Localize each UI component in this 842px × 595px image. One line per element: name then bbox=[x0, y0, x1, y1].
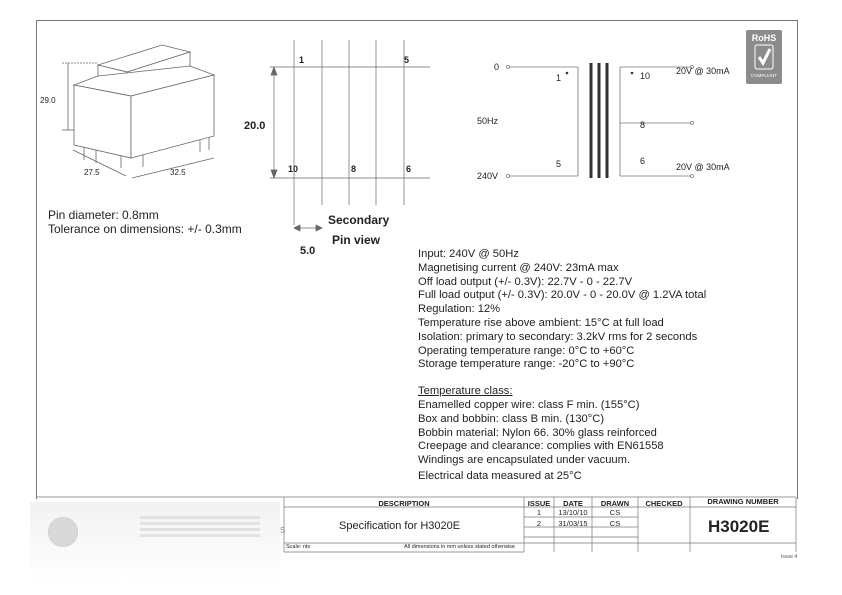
pin-view-label: Pin view bbox=[332, 233, 381, 247]
primary-frequency-label: 50Hz bbox=[477, 116, 499, 126]
issue-1-drawn: CS bbox=[609, 508, 621, 517]
pin-view-pitch-dim: 5.0 bbox=[300, 245, 316, 257]
pin-view-vertical-dim: 20.0 bbox=[244, 120, 266, 132]
spec-line: Storage temperature range: -20°C to +90°C bbox=[418, 358, 635, 371]
issue-2: 2 bbox=[536, 519, 542, 528]
secondary-label: Secondary bbox=[328, 213, 390, 227]
issue-2-drawn: CS bbox=[609, 519, 621, 528]
temp-class-line: Electrical data measured at 25°C bbox=[418, 469, 582, 482]
temp-class-line: Bobbin material: Nylon 66. 30% glass reinforced bbox=[418, 426, 657, 439]
pin-label-10: 10 bbox=[288, 164, 299, 174]
output-bottom-label: 20V @ 30mA bbox=[676, 162, 730, 172]
spec-line: Isolation: primary to secondary: 3.2kV rms for 2 seconds bbox=[418, 330, 698, 343]
specification-text bbox=[418, 248, 758, 484]
schematic-pin-8: 8 bbox=[640, 120, 646, 130]
pin-label-8: 8 bbox=[351, 164, 357, 174]
rohs-badge bbox=[746, 30, 782, 84]
spec-line: Input: 240V @ 50Hz bbox=[418, 248, 519, 260]
temp-class-line: Enamelled copper wire: class F min. (155°C) bbox=[418, 398, 640, 411]
primary-zero-label: 0 bbox=[494, 62, 500, 72]
output-top-label: 20V @ 30mA bbox=[676, 66, 730, 76]
spec-line: Full load output (+/- 0.3V): 20.0V - 0 - 20.0V @ 1.2VA total bbox=[418, 289, 707, 302]
issue-1: 1 bbox=[536, 508, 542, 517]
date-header: DATE bbox=[563, 499, 583, 508]
edge-mark: S bbox=[280, 526, 286, 535]
rohs-subtitle: COMPLIANT bbox=[750, 73, 778, 78]
issue-header: ISSUE bbox=[527, 499, 551, 508]
package-height-dim: 29.0 bbox=[40, 96, 56, 105]
dimensions-note: All dimensions in mm unless stated otherwise bbox=[404, 544, 515, 550]
temp-class-line: Windings are encapsulated under vacuum. bbox=[418, 454, 631, 467]
company-logo bbox=[48, 517, 78, 547]
dot-primary bbox=[566, 72, 569, 75]
spec-line: Temperature rise above ambient: 15°C at full load bbox=[418, 316, 664, 329]
rohs-title: RoHS bbox=[751, 33, 777, 43]
pin-diameter-note: Pin diameter: 0.8mm bbox=[48, 208, 159, 222]
description-value: Specification for H3020E bbox=[339, 520, 461, 532]
schematic-pin-1: 1 bbox=[556, 73, 562, 83]
pin-label-6: 6 bbox=[406, 164, 412, 174]
spec-line: Magnetising current @ 240V: 23mA max bbox=[418, 261, 619, 274]
package-drawing bbox=[62, 45, 214, 178]
scale-note: Scale: nts bbox=[286, 544, 311, 550]
package-body-front bbox=[74, 85, 131, 158]
pin-label-1: 1 bbox=[299, 55, 305, 65]
schematic-pin-10: 10 bbox=[640, 71, 651, 81]
drawing-number-value: H3020E bbox=[708, 517, 770, 536]
package-depth-dim: 27.5 bbox=[84, 168, 100, 177]
issue-note: Issue 4 bbox=[781, 554, 798, 560]
tolerance-note: Tolerance on dimensions: +/- 0.3mm bbox=[48, 222, 242, 236]
pin-view-grid bbox=[270, 40, 430, 231]
temp-class-line: Box and bobbin: class B min. (130°C) bbox=[418, 412, 605, 425]
schematic bbox=[507, 63, 694, 178]
package-width-dim: 32.5 bbox=[170, 168, 186, 177]
pin-label-5: 5 bbox=[404, 55, 410, 65]
spec-line: Off load output (+/- 0.3V): 22.7V - 0 - 22.7V bbox=[418, 275, 633, 288]
description-header: DESCRIPTION bbox=[378, 499, 430, 508]
drawn-header: DRAWN bbox=[600, 499, 630, 508]
issue-2-date: 31/03/15 bbox=[558, 519, 588, 528]
temperature-class-heading: Temperature class: bbox=[418, 385, 513, 398]
dot-secondary bbox=[631, 72, 634, 75]
spec-line: Regulation: 12% bbox=[418, 303, 501, 316]
checked-header: CHECKED bbox=[645, 499, 683, 508]
check-icon bbox=[754, 44, 774, 70]
drawing-number-header: DRAWING NUMBER bbox=[707, 497, 779, 506]
schematic-pin-5: 5 bbox=[556, 159, 562, 169]
issue-1-date: 13/10/10 bbox=[558, 508, 588, 517]
schematic-pin-6: 6 bbox=[640, 156, 646, 166]
primary-voltage-label: 240V bbox=[477, 171, 499, 181]
faded-company-text bbox=[140, 513, 260, 549]
temp-class-line: Creepage and clearance: complies with EN61558 bbox=[418, 440, 664, 453]
spec-line: Operating temperature range: 0°C to +60°C bbox=[418, 344, 635, 357]
